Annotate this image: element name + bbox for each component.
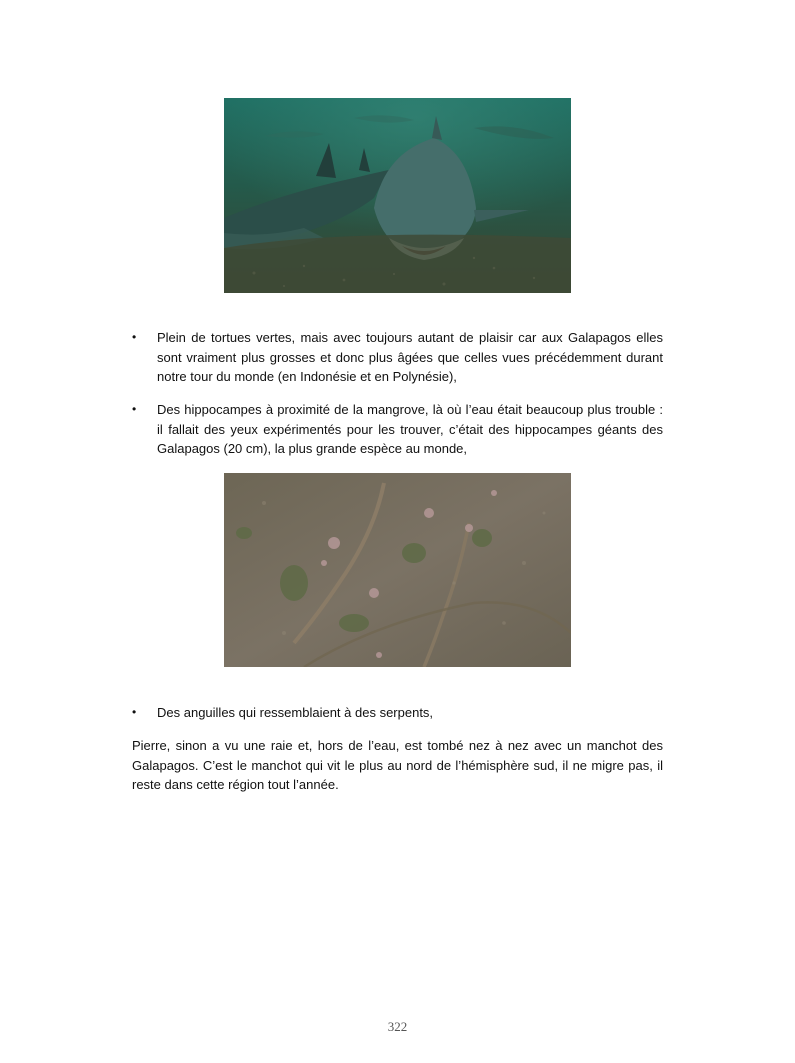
page-number: 322 [387,1019,408,1034]
bullet-icon: • [132,705,137,719]
shark-photo [224,98,571,293]
bullet-text: Des anguilles qui ressemblaient à des serpents, [157,705,434,720]
body-paragraph: Pierre, sinon a vu une raie et, hors de l’eau, est tombé nez à nez avec un manchot des Galapagos. C’est le manchot qui vit le plus au nord de l’hémisphère sud, il ne migre pas, il reste dans cette région tout l’année. [132,738,663,792]
bullet-text: Des hippocampes à proximité de la mangrove, là où l’eau était beaucoup plus trouble : il fallait des yeux expérimentés pour les trouver, c’était des hippocampes géants des Galapagos (20 cm), la plus grande espèce au monde, [157,402,663,456]
bullet-item [132,400,663,459]
bullet-icon: • [132,402,137,416]
bullet-item [132,703,663,723]
bullet-item [132,328,663,387]
seahorse-photo [224,473,571,667]
bullet-icon: • [132,330,137,344]
bullet-text: Plein de tortues vertes, mais avec toujours autant de plaisir car aux Galapagos elles sont vraiment plus grosses et donc plus âgées que celles vues précédemment durant notre tour du monde (en Indonésie et en Polynésie), [157,330,663,384]
